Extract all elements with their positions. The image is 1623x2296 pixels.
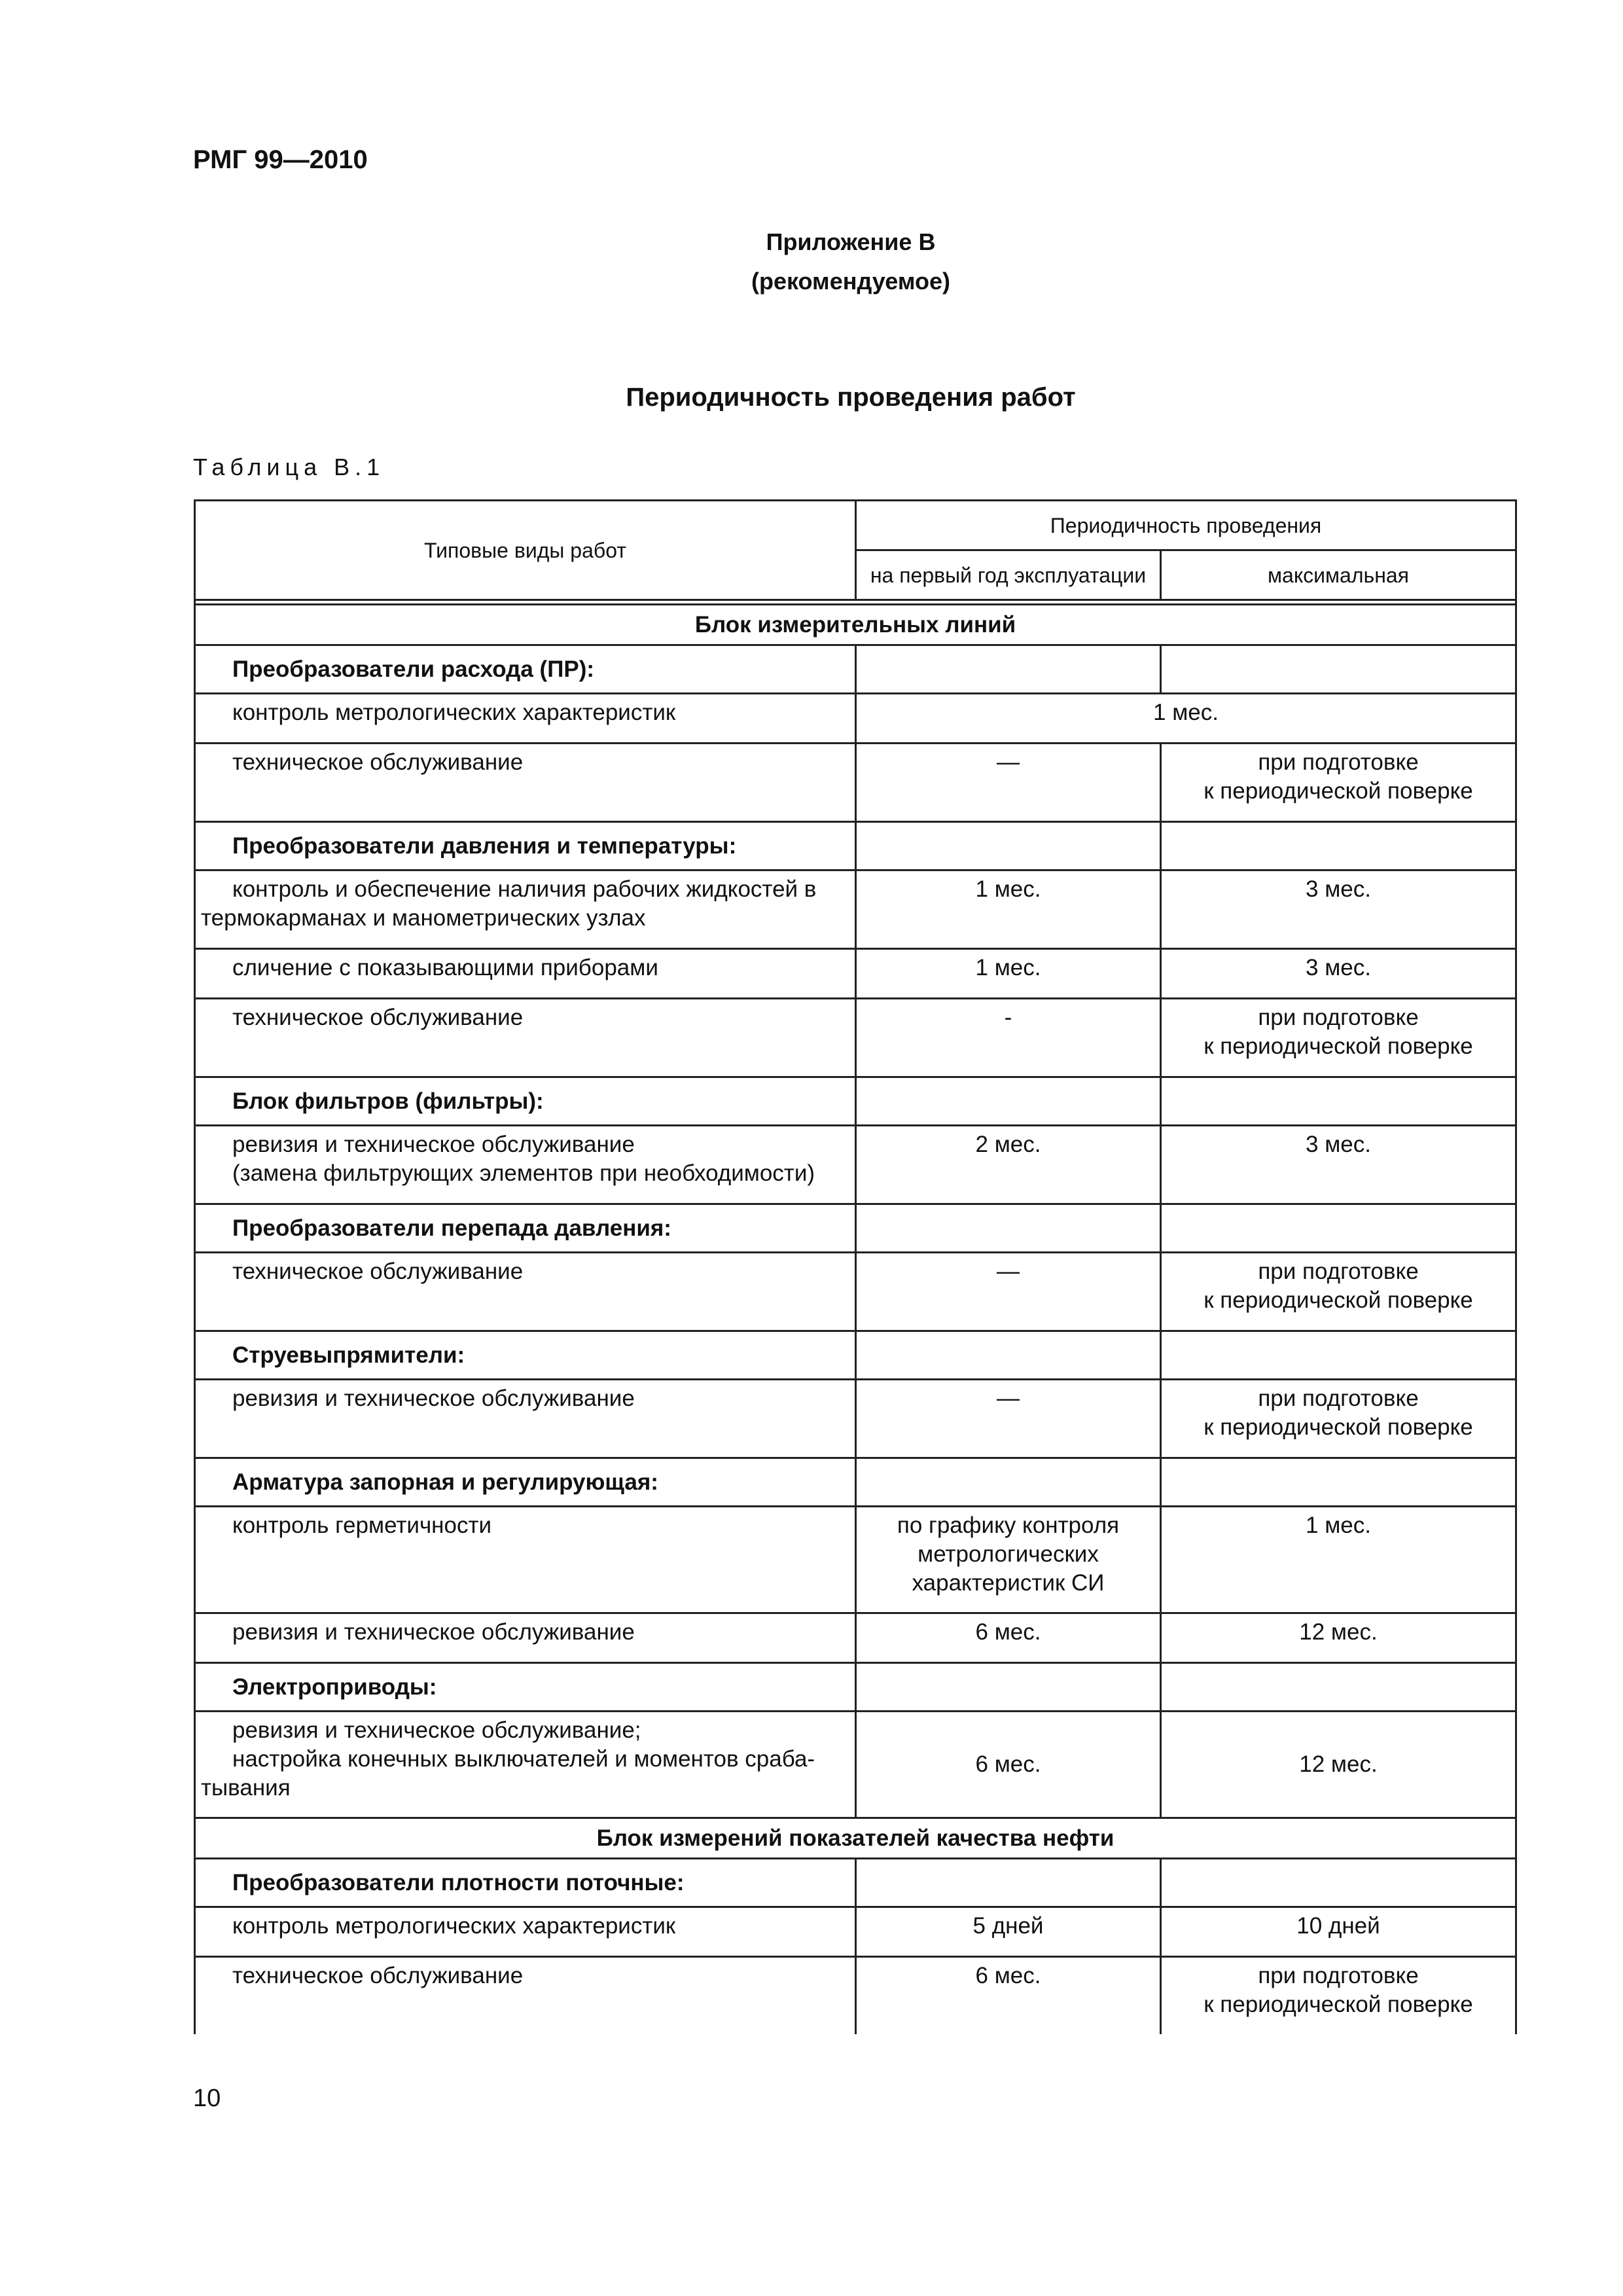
table-header-row xyxy=(195,501,1516,550)
group-row xyxy=(195,1458,1516,1507)
max-cell: 3 мес. xyxy=(1161,870,1516,949)
first-year-cell xyxy=(856,1507,1161,1613)
work-cell: контроль герметичности xyxy=(195,1507,856,1613)
section-title: Блок измерений показателей качества нефти xyxy=(195,1818,1516,1859)
max-cell: 3 мес. xyxy=(1161,949,1516,999)
work-line: термокарманах и манометрических узлах xyxy=(201,905,646,931)
group-row xyxy=(195,1859,1516,1907)
periodicity-table xyxy=(194,499,1517,2034)
work-cell xyxy=(195,1126,856,1204)
first-year-cell: — xyxy=(856,1253,1161,1331)
header-work-types: Типовые виды работ xyxy=(195,501,856,600)
group-name: Преобразователи давления и температуры: xyxy=(195,822,856,870)
section-row xyxy=(195,1818,1516,1859)
max-line: к периодической поверке xyxy=(1204,1414,1473,1440)
table-row xyxy=(195,1712,1516,1818)
group-row xyxy=(195,822,1516,870)
group-row xyxy=(195,1204,1516,1253)
max-line: к периодической поверке xyxy=(1204,1287,1473,1313)
group-name: Преобразователи расхода (ПР): xyxy=(195,645,856,694)
appendix-status: (рекомендуемое) xyxy=(751,268,950,295)
first-year-cell: 5 дней xyxy=(856,1907,1161,1957)
work-cell: техническое обслуживание xyxy=(195,1957,856,2035)
work-cell xyxy=(195,870,856,949)
work-line: тывания xyxy=(201,1775,291,1801)
group-row xyxy=(195,1331,1516,1380)
table-row xyxy=(195,694,1516,744)
table-row xyxy=(195,1957,1516,2035)
max-line: к периодической поверке xyxy=(1204,778,1473,804)
max-cell: 12 мес. xyxy=(1161,1613,1516,1663)
group-name: Электроприводы: xyxy=(195,1663,856,1712)
work-cell: контроль метрологических характеристик xyxy=(195,694,856,744)
first-line: по графику контроля xyxy=(897,1513,1120,1538)
appendix-title: Приложение В xyxy=(766,228,936,255)
table-row xyxy=(195,949,1516,999)
work-line: ревизия и техническое обслуживание; xyxy=(232,1717,641,1743)
group-name: Струевыпрямители: xyxy=(195,1331,856,1380)
work-cell xyxy=(195,1712,856,1818)
first-year-cell: 2 мес. xyxy=(856,1126,1161,1204)
work-line: ревизия и техническое обслуживание xyxy=(232,1132,635,1157)
max-cell xyxy=(1161,744,1516,822)
group-name: Преобразователи плотности поточные: xyxy=(195,1859,856,1907)
appendix-heading xyxy=(0,223,1623,301)
max-line: к периодической поверке xyxy=(1204,1992,1473,2017)
section-title: Блок измерительных линий xyxy=(195,605,1516,645)
work-cell: ревизия и техническое обслуживание xyxy=(195,1613,856,1663)
work-cell: контроль метрологических характеристик xyxy=(195,1907,856,1957)
group-name: Преобразователи перепада давления: xyxy=(195,1204,856,1253)
table-row xyxy=(195,1907,1516,1957)
max-line: при подготовке xyxy=(1258,1963,1419,1988)
first-year-cell: - xyxy=(856,999,1161,1077)
table-row xyxy=(195,1380,1516,1458)
table-row xyxy=(195,1253,1516,1331)
max-cell: 3 мес. xyxy=(1161,1126,1516,1204)
max-line: при подготовке xyxy=(1258,1259,1419,1284)
group-row xyxy=(195,1077,1516,1126)
header-separator xyxy=(195,600,1516,605)
work-cell: сличение с показывающими приборами xyxy=(195,949,856,999)
header-first-year: на первый год эксплуатации xyxy=(856,550,1161,600)
max-cell xyxy=(1161,1380,1516,1458)
group-name: Арматура запорная и регулирующая: xyxy=(195,1458,856,1507)
max-cell: 1 мес. xyxy=(1161,1507,1516,1613)
header-periodicity: Периодичность проведения xyxy=(856,501,1516,550)
table-row xyxy=(195,870,1516,949)
work-cell: ревизия и техническое обслуживание xyxy=(195,1380,856,1458)
first-line: характеристик СИ xyxy=(912,1570,1105,1596)
max-cell: 10 дней xyxy=(1161,1907,1516,1957)
work-cell: техническое обслуживание xyxy=(195,999,856,1077)
first-year-cell: 6 мес. xyxy=(856,1613,1161,1663)
first-year-cell: 1 мес. xyxy=(856,870,1161,949)
first-year-cell: — xyxy=(856,744,1161,822)
table-row xyxy=(195,1507,1516,1613)
first-year-cell: — xyxy=(856,1380,1161,1458)
max-cell xyxy=(1161,1253,1516,1331)
work-cell: техническое обслуживание xyxy=(195,744,856,822)
max-cell xyxy=(1161,1957,1516,2035)
table-row xyxy=(195,1613,1516,1663)
work-line: настройка конечных выключателей и моментов сраба- xyxy=(232,1746,815,1772)
section-row xyxy=(195,605,1516,645)
max-line: при подготовке xyxy=(1258,1386,1419,1411)
table-row xyxy=(195,1126,1516,1204)
table-row xyxy=(195,744,1516,822)
max-cell xyxy=(1161,999,1516,1077)
max-line: при подготовке xyxy=(1258,1005,1419,1030)
max-cell: 12 мес. xyxy=(1161,1712,1516,1818)
periodicity-table-wrapper xyxy=(194,499,1515,2034)
page-title: Периодичность проведения работ xyxy=(626,383,1076,412)
work-cell: техническое обслуживание xyxy=(195,1253,856,1331)
header-max: максимальная xyxy=(1161,550,1516,600)
table-caption: Таблица В.1 xyxy=(193,454,385,480)
group-name: Блок фильтров (фильтры): xyxy=(195,1077,856,1126)
group-row xyxy=(195,1663,1516,1712)
period-merged-cell: 1 мес. xyxy=(856,694,1516,744)
max-line: к периодической поверке xyxy=(1204,1033,1473,1059)
work-line: (замена фильтрующих элементов при необходимости) xyxy=(232,1160,815,1186)
group-row xyxy=(195,645,1516,694)
first-line: метрологических xyxy=(918,1541,1099,1567)
page-number: 10 xyxy=(193,2085,221,2112)
table-row xyxy=(195,999,1516,1077)
document-code: РМГ 99—2010 xyxy=(193,145,368,174)
work-line: контроль и обеспечение наличия рабочих жидкостей в xyxy=(232,876,817,902)
first-year-cell: 1 мес. xyxy=(856,949,1161,999)
first-year-cell: 6 мес. xyxy=(856,1712,1161,1818)
first-year-cell: 6 мес. xyxy=(856,1957,1161,2035)
max-line: при подготовке xyxy=(1258,749,1419,775)
